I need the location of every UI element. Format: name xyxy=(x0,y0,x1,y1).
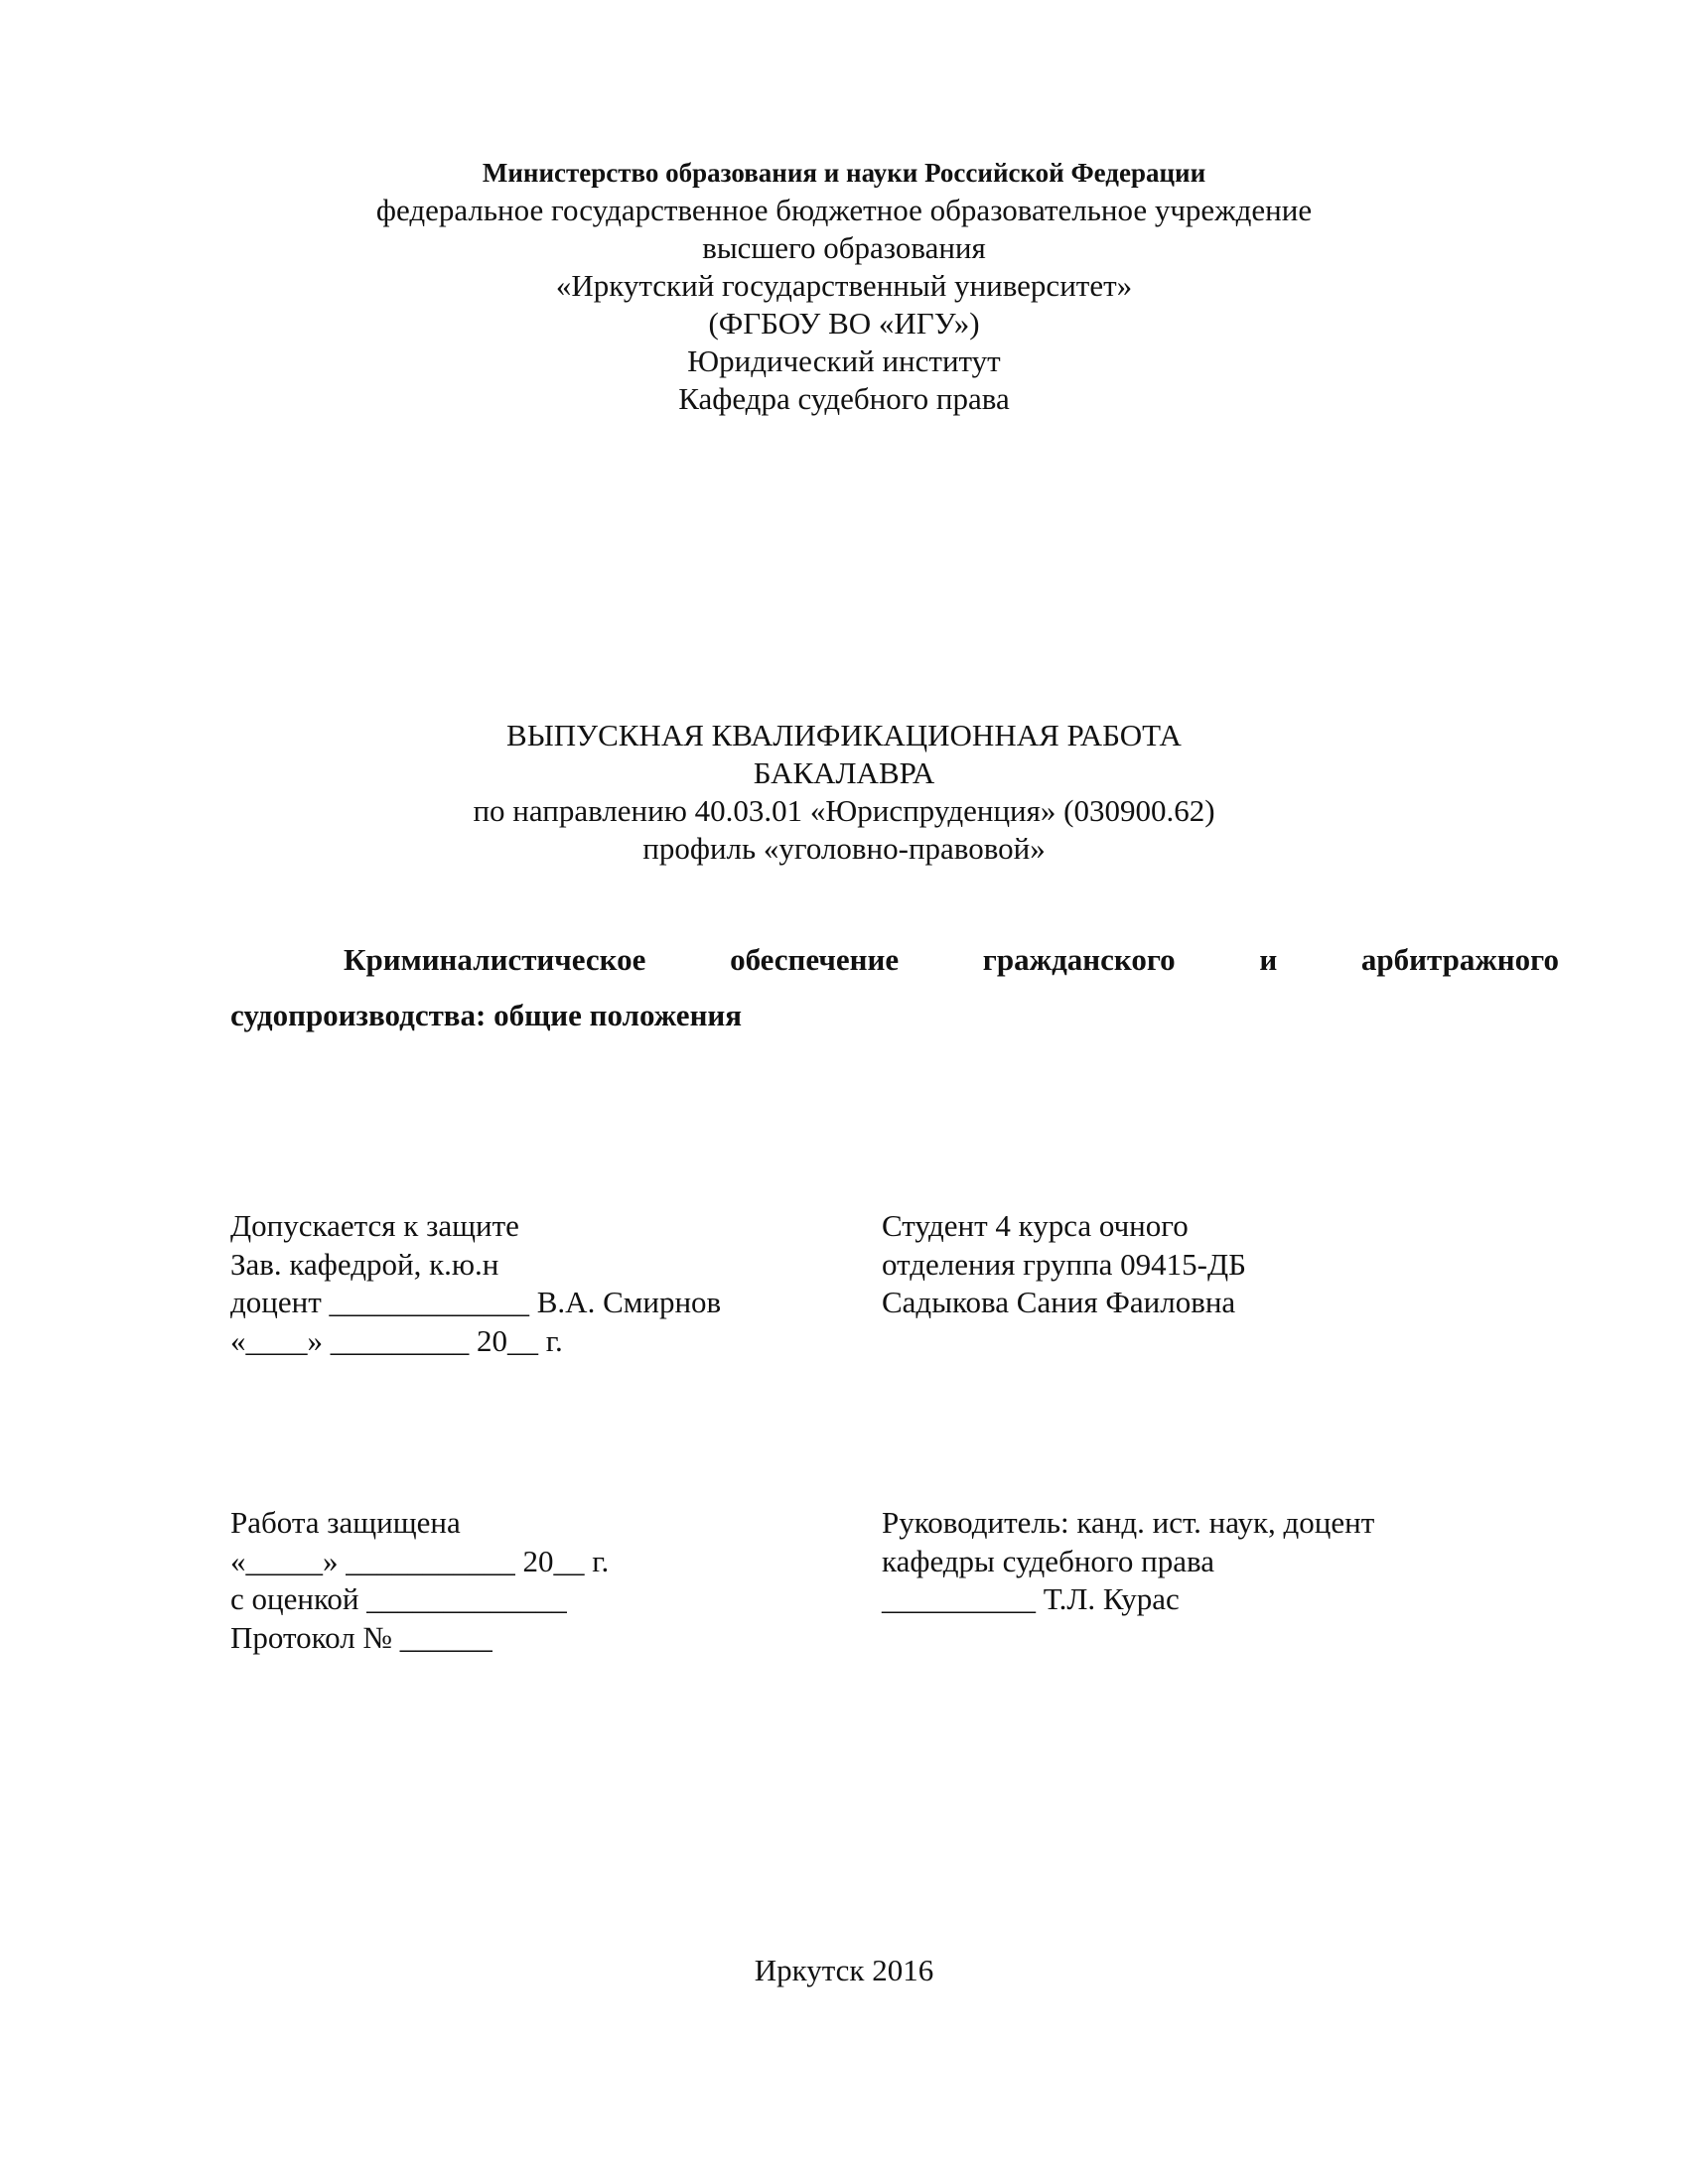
admission-block xyxy=(230,1207,721,1360)
defense-block xyxy=(230,1504,609,1657)
student-name: Садыкова Сания Фаиловна xyxy=(882,1285,1236,1319)
supervisor-line: кафедры судебного права xyxy=(882,1543,1214,1578)
supervisor-line: Руководитель: канд. ист. наук, доцент xyxy=(882,1505,1375,1540)
header-line: федеральное государственное бюджетное образовательное учреждение xyxy=(375,193,1313,227)
department-name: Кафедра судебного права xyxy=(678,381,1010,416)
topic-word: гражданского xyxy=(982,942,1176,977)
defense-date-line: «_____» ___________ 20__ г. xyxy=(230,1543,610,1578)
protocol-line: Протокол № ______ xyxy=(230,1619,492,1655)
student-line: Студент 4 курса очного xyxy=(882,1208,1189,1243)
institution-header xyxy=(0,154,1688,418)
student-line: отделения группа 09415-ДБ xyxy=(882,1246,1246,1282)
admission-date-line: «____» _________ 20__ г. xyxy=(230,1322,563,1358)
thesis-topic xyxy=(230,938,1559,1037)
admission-line: Допускается к защите xyxy=(230,1208,519,1243)
study-direction: по направлению 40.03.01 «Юриспруденция» (030900.62) xyxy=(473,793,1215,828)
topic-word: и xyxy=(1259,942,1278,977)
work-type-block xyxy=(0,717,1688,868)
ministry-name: Министерство образования и науки Российской Федерации xyxy=(482,158,1206,188)
university-name: «Иркутский государственный университет» xyxy=(555,268,1133,303)
supervisor-signature-line: __________ Т.Л. Курас xyxy=(882,1581,1180,1616)
topic-word: арбитражного xyxy=(1360,942,1559,977)
work-degree: БАКАЛАВРА xyxy=(753,755,935,790)
defense-line: Работа защищена xyxy=(230,1505,461,1540)
head-signature-line: доцент _____________ В.А. Смирнов xyxy=(230,1285,722,1319)
institute-name: Юридический институт xyxy=(687,343,1001,378)
grade-line: с оценкой _____________ xyxy=(230,1581,567,1616)
topic-word: обеспечение xyxy=(730,942,900,977)
study-profile: профиль «уголовно-правовой» xyxy=(642,831,1046,866)
supervisor-block xyxy=(882,1504,1374,1619)
topic-word: Криминалистическое xyxy=(344,942,646,977)
topic-line-1 xyxy=(230,938,1559,982)
topic-line-2: судопроизводства: общие положения xyxy=(230,998,743,1032)
city-year: Иркутск 2016 xyxy=(754,1953,934,1987)
student-block xyxy=(882,1207,1246,1322)
header-line: высшего образования xyxy=(702,230,986,265)
admission-line: Зав. кафедрой, к.ю.н xyxy=(230,1246,499,1282)
footer xyxy=(0,1952,1688,1989)
work-type: ВЫПУСКНАЯ КВАЛИФИКАЦИОННАЯ РАБОТА xyxy=(506,718,1182,752)
university-abbreviation: (ФГБОУ ВО «ИГУ») xyxy=(708,306,980,341)
